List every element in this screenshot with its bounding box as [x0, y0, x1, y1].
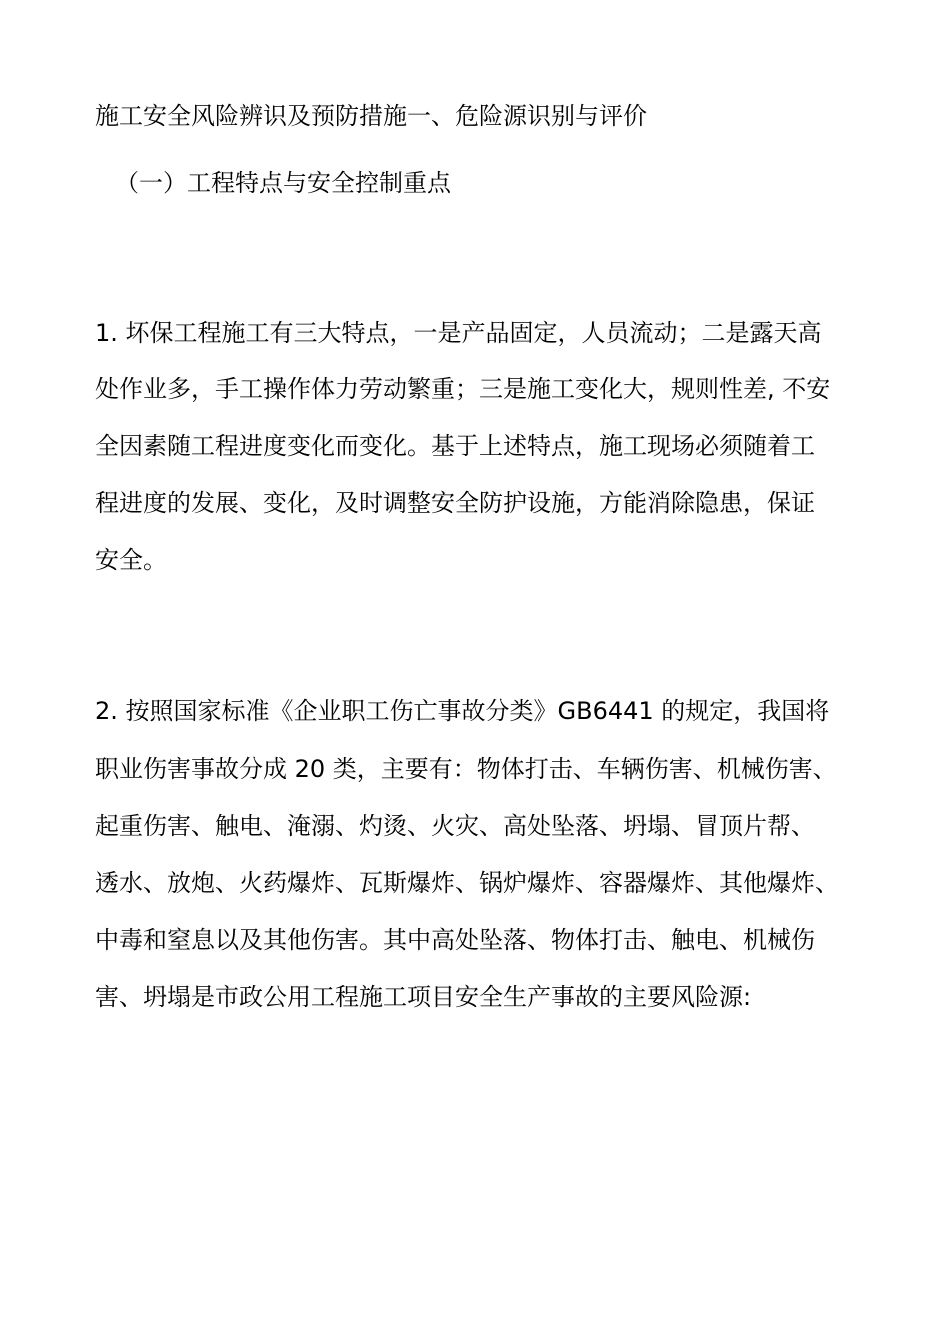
paragraph-1-line-1: 1. 坏保工程施工有三大特点，一是产品固定，人员流动；二是露天高	[95, 319, 822, 347]
paragraph-1-line-3: 全因素随工程进度变化而变化。基于上述特点，施工现场必须随着工	[95, 432, 815, 460]
paragraph-1-line-2: 处作业多，手工操作体力劳动繁重；三是施工变化大，规则性差, 不安	[95, 375, 831, 403]
section-heading: （一）工程特点与安全控制重点	[115, 169, 451, 197]
document-title: 施工安全风险辨识及预防措施一、危险源识别与评价	[95, 102, 647, 130]
paragraph-1-line-5: 安全。	[95, 546, 167, 574]
paragraph-2-line-1: 2. 按照国家标准《企业职工伤亡事故分类》GB6441 的规定，我国将	[95, 697, 830, 725]
paragraph-2-line-3: 起重伤害、触电、淹溺、灼烫、火灾、高处坠落、坍塌、冒顶片帮、	[95, 812, 815, 840]
paragraph-2-line-6: 害、坍塌是市政公用工程施工项目安全生产事故的主要风险源:	[95, 983, 752, 1011]
paragraph-2-line-5: 中毒和窒息以及其他伤害。其中高处坠落、物体打击、触电、机械伤	[95, 926, 815, 954]
paragraph-2-line-2: 职业伤害事故分成 20 类，主要有：物体打击、车辆伤害、机械伤害、	[95, 755, 837, 783]
paragraph-1-line-4: 程进度的发展、变化，及时调整安全防护设施，方能消除隐患，保证	[95, 489, 815, 517]
paragraph-2-line-4: 透水、放炮、火药爆炸、瓦斯爆炸、锅炉爆炸、容器爆炸、其他爆炸、	[95, 869, 839, 897]
